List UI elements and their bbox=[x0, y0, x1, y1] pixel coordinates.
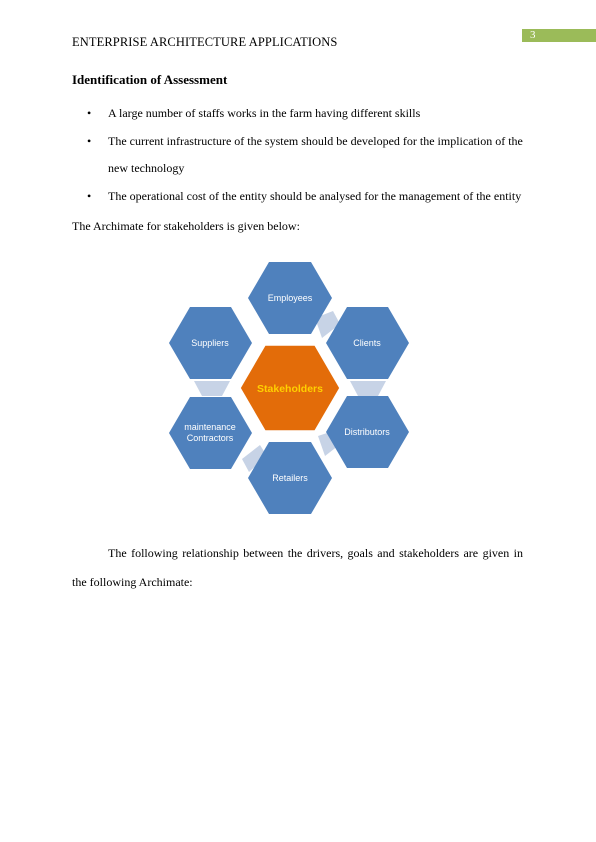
hex-clients bbox=[326, 307, 409, 379]
label-distributors: Distributors bbox=[344, 427, 390, 437]
label-retailers: Retailers bbox=[272, 473, 308, 483]
label-stakeholders: Stakeholders bbox=[257, 383, 323, 395]
label-clients: Clients bbox=[353, 338, 381, 348]
bullet-list bbox=[72, 100, 524, 210]
connector-maintenance-suppliers bbox=[194, 381, 230, 396]
bullet-item: • The current infrastructure of the system should be developed for the implication of the new technology bbox=[72, 128, 524, 183]
connector-clients-distributors bbox=[350, 381, 386, 396]
diagram-intro: The Archimate for stakeholders is given below: bbox=[72, 219, 300, 233]
stakeholder-diagram bbox=[160, 256, 422, 518]
hex-maintenance-contractors bbox=[169, 397, 252, 469]
label-contractors: Contractors bbox=[186, 433, 234, 443]
hex-distributors bbox=[326, 396, 409, 468]
section-heading: Identification of Assessment bbox=[72, 72, 228, 87]
hex-stakeholders-center bbox=[240, 345, 340, 431]
label-employees: Employees bbox=[267, 293, 313, 303]
page-number: 3 bbox=[522, 29, 596, 42]
bullet-item: • The operational cost of the entity should be analysed for the management of the entity bbox=[72, 183, 524, 211]
closing-paragraph: The following relationship between the drivers, goals and stakeholders are given in the following Archimate: bbox=[72, 546, 523, 589]
hex-suppliers bbox=[169, 307, 252, 379]
running-head: ENTERPRISE ARCHITECTURE APPLICATIONS bbox=[72, 35, 338, 49]
label-maintenance: maintenance bbox=[184, 422, 236, 432]
bullet-item: • A large number of staffs works in the farm having different skills bbox=[72, 100, 524, 128]
label-suppliers: Suppliers bbox=[191, 338, 229, 348]
